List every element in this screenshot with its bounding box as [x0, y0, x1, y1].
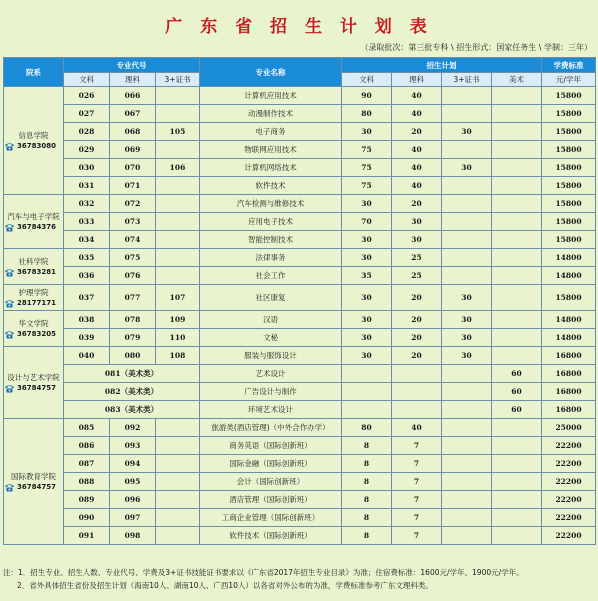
- college-phone: [4, 383, 63, 394]
- plan-art: [492, 527, 542, 545]
- plan-like: 40: [392, 419, 442, 437]
- plan-wenke: [342, 365, 392, 383]
- plan-like: 40: [392, 87, 442, 105]
- plan-wenke: 70: [342, 213, 392, 231]
- plan-like: [392, 365, 442, 383]
- plan-like: 20: [392, 195, 442, 213]
- plan-three: [442, 491, 492, 509]
- major-name: 服装与服饰设计: [200, 347, 342, 365]
- plan-three: [442, 473, 492, 491]
- code-like: 070: [110, 159, 156, 177]
- code-three: 108: [156, 347, 200, 365]
- code-like: 080: [110, 347, 156, 365]
- major-name: 汽车检测与维修技术: [200, 195, 342, 213]
- college-cell: [4, 195, 64, 249]
- table-row: [4, 267, 596, 285]
- phone-number: 36784376: [17, 222, 56, 231]
- code-three: [156, 527, 200, 545]
- code-three: 106: [156, 159, 200, 177]
- code-three: 107: [156, 285, 200, 311]
- plan-like: 7: [392, 473, 442, 491]
- fee-value: 15800: [542, 87, 596, 105]
- code-like: 078: [110, 311, 156, 329]
- plan-three: [442, 267, 492, 285]
- plan-wenke: 8: [342, 473, 392, 491]
- table-row: [4, 141, 596, 159]
- code-three: [156, 231, 200, 249]
- code-like: 093: [110, 437, 156, 455]
- code-wenke: 034: [64, 231, 110, 249]
- plan-three: [442, 365, 492, 383]
- table-row: [4, 401, 596, 419]
- code-wenke: 088: [64, 473, 110, 491]
- plan-like: 7: [392, 437, 442, 455]
- code-three: [156, 141, 200, 159]
- plan-art: [492, 473, 542, 491]
- plan-wenke: 8: [342, 437, 392, 455]
- header-code: 专业代号: [64, 58, 200, 73]
- major-name: 旅游类(酒店管理)（中外合作办学）: [200, 419, 342, 437]
- header-fee: 学费标准: [542, 58, 596, 73]
- major-name: 会计（国际创新班）: [200, 473, 342, 491]
- fee-value: 14800: [542, 311, 596, 329]
- plan-wenke: 30: [342, 285, 392, 311]
- fee-value: 22200: [542, 527, 596, 545]
- code-wenke: 033: [64, 213, 110, 231]
- major-code-art: 083（美术类）: [64, 401, 200, 419]
- plan-like: 40: [392, 141, 442, 159]
- telephone-icon: [4, 142, 15, 151]
- plan-like: 7: [392, 509, 442, 527]
- plan-wenke: 75: [342, 141, 392, 159]
- code-like: 095: [110, 473, 156, 491]
- code-three: 110: [156, 329, 200, 347]
- plan-art: [492, 123, 542, 141]
- plan-art: [492, 419, 542, 437]
- plan-three: 30: [442, 159, 492, 177]
- page-subtitle: （录取批次：第三批专科 \ 招生形式：国家任务生 \ 学制：三年）: [360, 43, 592, 52]
- code-wenke: 035: [64, 249, 110, 267]
- major-name: 商务英语（国际创新班）: [200, 437, 342, 455]
- code-wenke: 031: [64, 177, 110, 195]
- college-cell: [4, 419, 64, 545]
- plan-three: [442, 419, 492, 437]
- fee-value: 15800: [542, 231, 596, 249]
- code-like: 074: [110, 231, 156, 249]
- plan-art: [492, 177, 542, 195]
- code-three: [156, 455, 200, 473]
- plan-three: [442, 213, 492, 231]
- code-like: 097: [110, 509, 156, 527]
- table-row: [4, 123, 596, 141]
- plan-art: [492, 249, 542, 267]
- phone-number: 36784757: [17, 383, 56, 392]
- plan-wenke: 90: [342, 87, 392, 105]
- plan-wenke: 8: [342, 455, 392, 473]
- major-name: 环境艺术设计: [200, 401, 342, 419]
- code-three: [156, 105, 200, 123]
- college-name: 信息学院: [18, 130, 49, 140]
- fee-value: 16800: [542, 347, 596, 365]
- table-row: [4, 509, 596, 527]
- telephone-icon: [4, 223, 15, 232]
- fee-value: 22200: [542, 473, 596, 491]
- plan-art: [492, 141, 542, 159]
- code-wenke: 036: [64, 267, 110, 285]
- code-like: 079: [110, 329, 156, 347]
- plan-three: 30: [442, 311, 492, 329]
- code-like: 068: [110, 123, 156, 141]
- plan-like: 20: [392, 347, 442, 365]
- table-row: [4, 159, 596, 177]
- table-row: [4, 195, 596, 213]
- major-name: 应用电子技术: [200, 213, 342, 231]
- table-row: [4, 419, 596, 437]
- plan-like: 30: [392, 231, 442, 249]
- table-row: [4, 177, 596, 195]
- note-line: 注：1．招生专业、招生人数、专业代号、学费及3+证书技能证书要求以《广东省2017年招生专业目录》为准；住宿费标准：1600元/学年、1900元/学年。: [3, 568, 524, 577]
- header-plan: 招生计划: [342, 58, 542, 73]
- code-wenke: 029: [64, 141, 110, 159]
- phone-number: 36784757: [17, 482, 56, 491]
- plan-like: 20: [392, 329, 442, 347]
- plan-art: 60: [492, 401, 542, 419]
- college-phone: [4, 482, 63, 493]
- college-cell: [4, 311, 64, 347]
- college-phone: [4, 267, 63, 278]
- fee-value: 15800: [542, 177, 596, 195]
- page-title: 广 东 省 招 生 计 划 表: [165, 17, 433, 37]
- code-like: 073: [110, 213, 156, 231]
- plan-wenke: 75: [342, 177, 392, 195]
- college-name: 护理学院: [18, 287, 49, 297]
- code-like: 092: [110, 419, 156, 437]
- code-like: 075: [110, 249, 156, 267]
- plan-wenke: 80: [342, 419, 392, 437]
- header-plan-wenke: 文科: [342, 73, 392, 87]
- major-name: 动漫制作技术: [200, 105, 342, 123]
- code-like: 066: [110, 87, 156, 105]
- code-three: [156, 509, 200, 527]
- plan-three: [442, 437, 492, 455]
- plan-wenke: [342, 401, 392, 419]
- major-name: 电子商务: [200, 123, 342, 141]
- header-code-wenke: 文科: [64, 73, 110, 87]
- fee-value: 25000: [542, 419, 596, 437]
- table-row: [4, 473, 596, 491]
- plan-three: [442, 249, 492, 267]
- plan-three: [442, 509, 492, 527]
- phone-number: 36783205: [17, 329, 56, 338]
- table-row: [4, 329, 596, 347]
- table-row: [4, 365, 596, 383]
- plan-three: 30: [442, 285, 492, 311]
- plan-like: 40: [392, 177, 442, 195]
- plan-wenke: 80: [342, 105, 392, 123]
- code-three: [156, 437, 200, 455]
- fee-value: 16800: [542, 383, 596, 401]
- plan-three: [442, 383, 492, 401]
- fee-value: 15800: [542, 105, 596, 123]
- college-phone: [4, 298, 63, 309]
- college-name: 华文学院: [18, 318, 49, 328]
- header-plan-like: 理科: [392, 73, 442, 87]
- college-name: 社科学院: [18, 256, 49, 266]
- code-wenke: 085: [64, 419, 110, 437]
- table-row: [4, 231, 596, 249]
- table-row: [4, 383, 596, 401]
- plan-art: [492, 195, 542, 213]
- plan-wenke: 35: [342, 267, 392, 285]
- plan-like: 25: [392, 267, 442, 285]
- code-three: 109: [156, 311, 200, 329]
- fee-value: 14800: [542, 249, 596, 267]
- fee-value: 14800: [542, 329, 596, 347]
- code-wenke: 039: [64, 329, 110, 347]
- major-name: 文秘: [200, 329, 342, 347]
- code-wenke: 032: [64, 195, 110, 213]
- plan-wenke: 30: [342, 249, 392, 267]
- plan-art: [492, 159, 542, 177]
- plan-like: 7: [392, 527, 442, 545]
- plan-like: 20: [392, 123, 442, 141]
- plan-art: 60: [492, 365, 542, 383]
- plan-three: [442, 527, 492, 545]
- plan-wenke: 30: [342, 347, 392, 365]
- telephone-icon: [4, 483, 15, 492]
- code-like: 076: [110, 267, 156, 285]
- college-name: 国际教育学院: [11, 471, 56, 481]
- major-name: 艺术设计: [200, 365, 342, 383]
- telephone-icon: [4, 268, 15, 277]
- code-three: [156, 195, 200, 213]
- fee-value: 16800: [542, 365, 596, 383]
- code-like: 096: [110, 491, 156, 509]
- code-like: 069: [110, 141, 156, 159]
- code-wenke: 037: [64, 285, 110, 311]
- table-row: [4, 105, 596, 123]
- plan-art: 60: [492, 383, 542, 401]
- header-fee-unit: 元/学年: [542, 73, 596, 87]
- phone-number: 36783281: [17, 267, 56, 276]
- plan-art: [492, 285, 542, 311]
- fee-value: 22200: [542, 509, 596, 527]
- code-three: [156, 473, 200, 491]
- plan-like: [392, 401, 442, 419]
- plan-art: [492, 105, 542, 123]
- plan-wenke: 30: [342, 123, 392, 141]
- plan-three: 30: [442, 347, 492, 365]
- code-three: [156, 249, 200, 267]
- major-name: 社区康复: [200, 285, 342, 311]
- plan-three: [442, 231, 492, 249]
- plan-wenke: 30: [342, 311, 392, 329]
- plan-wenke: 30: [342, 329, 392, 347]
- notes-section: [3, 566, 595, 592]
- table-row: [4, 527, 596, 545]
- plan-wenke: 30: [342, 231, 392, 249]
- major-name: 汉语: [200, 311, 342, 329]
- code-wenke: 028: [64, 123, 110, 141]
- code-wenke: 087: [64, 455, 110, 473]
- fee-value: 22200: [542, 491, 596, 509]
- table-row: [4, 311, 596, 329]
- plan-art: [492, 491, 542, 509]
- code-wenke: 030: [64, 159, 110, 177]
- major-name: 软件技术（国际创新班）: [200, 527, 342, 545]
- table-row: [4, 213, 596, 231]
- plan-wenke: 75: [342, 159, 392, 177]
- code-three: [156, 87, 200, 105]
- code-like: 071: [110, 177, 156, 195]
- major-name: 软件技术: [200, 177, 342, 195]
- fee-value: 14800: [542, 267, 596, 285]
- code-like: 094: [110, 455, 156, 473]
- plan-like: 40: [392, 159, 442, 177]
- code-three: [156, 491, 200, 509]
- code-wenke: 027: [64, 105, 110, 123]
- header-code-like: 理科: [110, 73, 156, 87]
- major-name: 法律事务: [200, 249, 342, 267]
- header-plan-art: 美术: [492, 73, 542, 87]
- major-name: 计算机应用技术: [200, 87, 342, 105]
- plan-wenke: 8: [342, 491, 392, 509]
- major-name: 工商企业管理（国际创新班）: [200, 509, 342, 527]
- fee-value: 15800: [542, 123, 596, 141]
- plan-art: [492, 509, 542, 527]
- college-name: 汽车与电子学院: [7, 211, 60, 221]
- fee-value: 15800: [542, 285, 596, 311]
- plan-like: [392, 383, 442, 401]
- code-wenke: 086: [64, 437, 110, 455]
- plan-art: [492, 311, 542, 329]
- telephone-icon: [4, 384, 15, 393]
- code-three: [156, 419, 200, 437]
- plan-art: [492, 213, 542, 231]
- plan-like: 30: [392, 213, 442, 231]
- plan-three: [442, 177, 492, 195]
- code-three: [156, 177, 200, 195]
- phone-number: 36783080: [17, 141, 56, 150]
- telephone-icon: [4, 330, 15, 339]
- fee-value: 15800: [542, 195, 596, 213]
- plan-three: [442, 141, 492, 159]
- major-name: 物联网应用技术: [200, 141, 342, 159]
- code-like: 072: [110, 195, 156, 213]
- table-row: [4, 285, 596, 311]
- code-wenke: 090: [64, 509, 110, 527]
- major-code-art: 081（美术类）: [64, 365, 200, 383]
- plan-three: [442, 401, 492, 419]
- major-name: 计算机网络技术: [200, 159, 342, 177]
- plan-art: [492, 455, 542, 473]
- code-three: 105: [156, 123, 200, 141]
- code-wenke: 091: [64, 527, 110, 545]
- fee-value: 22200: [542, 455, 596, 473]
- major-name: 社会工作: [200, 267, 342, 285]
- college-cell: [4, 347, 64, 419]
- plan-three: 30: [442, 123, 492, 141]
- code-like: 077: [110, 285, 156, 311]
- plan-three: [442, 87, 492, 105]
- college-cell: [4, 285, 64, 311]
- table-row: [4, 491, 596, 509]
- plan-like: 25: [392, 249, 442, 267]
- fee-value: 22200: [542, 437, 596, 455]
- telephone-icon: [4, 299, 15, 308]
- header-plan-three: 3+证书: [442, 73, 492, 87]
- fee-value: 15800: [542, 213, 596, 231]
- code-wenke: 089: [64, 491, 110, 509]
- college-name: 设计与艺术学院: [7, 372, 60, 382]
- fee-value: 15800: [542, 159, 596, 177]
- table-row: [4, 437, 596, 455]
- phone-number: 28177171: [17, 298, 56, 307]
- plan-wenke: [342, 383, 392, 401]
- plan-like: 20: [392, 285, 442, 311]
- plan-like: 7: [392, 455, 442, 473]
- code-like: 067: [110, 105, 156, 123]
- code-wenke: 040: [64, 347, 110, 365]
- plan-art: [492, 329, 542, 347]
- note-line: 2．省外具体招生省份及招生计划（海南10人、湖南10人、广西10人）以各省对外公布的为准，学费标准参考广东文理科类。: [17, 581, 433, 590]
- plan-wenke: 30: [342, 195, 392, 213]
- plan-wenke: 8: [342, 509, 392, 527]
- college-phone: [4, 222, 63, 233]
- major-code-art: 082（美术类）: [64, 383, 200, 401]
- plan-three: 30: [442, 329, 492, 347]
- major-name: 国际金融（国际创新班）: [200, 455, 342, 473]
- plan-three: [442, 195, 492, 213]
- code-wenke: 026: [64, 87, 110, 105]
- college-phone: [4, 141, 63, 152]
- table-row: [4, 347, 596, 365]
- plan-art: [492, 87, 542, 105]
- college-cell: [4, 249, 64, 285]
- plan-art: [492, 231, 542, 249]
- plan-like: 20: [392, 311, 442, 329]
- fee-value: 16800: [542, 401, 596, 419]
- code-three: [156, 213, 200, 231]
- major-name: 酒店管理（国际创新班）: [200, 491, 342, 509]
- fee-value: 15800: [542, 141, 596, 159]
- code-like: 098: [110, 527, 156, 545]
- table-row: [4, 87, 596, 105]
- plan-three: [442, 455, 492, 473]
- header-college: 院系: [4, 58, 64, 87]
- major-name: 智能控制技术: [200, 231, 342, 249]
- college-cell: [4, 87, 64, 195]
- plan-three: [442, 105, 492, 123]
- code-three: [156, 267, 200, 285]
- major-name: 广告设计与制作: [200, 383, 342, 401]
- college-phone: [4, 329, 63, 340]
- code-wenke: 038: [64, 311, 110, 329]
- table-row: [4, 249, 596, 267]
- plan-art: [492, 437, 542, 455]
- plan-art: [492, 267, 542, 285]
- header-major: 专业名称: [200, 58, 342, 87]
- table-row: [4, 455, 596, 473]
- plan-like: 40: [392, 105, 442, 123]
- enrollment-plan-table: [3, 57, 596, 545]
- plan-like: 7: [392, 491, 442, 509]
- plan-wenke: 8: [342, 527, 392, 545]
- plan-art: [492, 347, 542, 365]
- header-code-three: 3+证书: [156, 73, 200, 87]
